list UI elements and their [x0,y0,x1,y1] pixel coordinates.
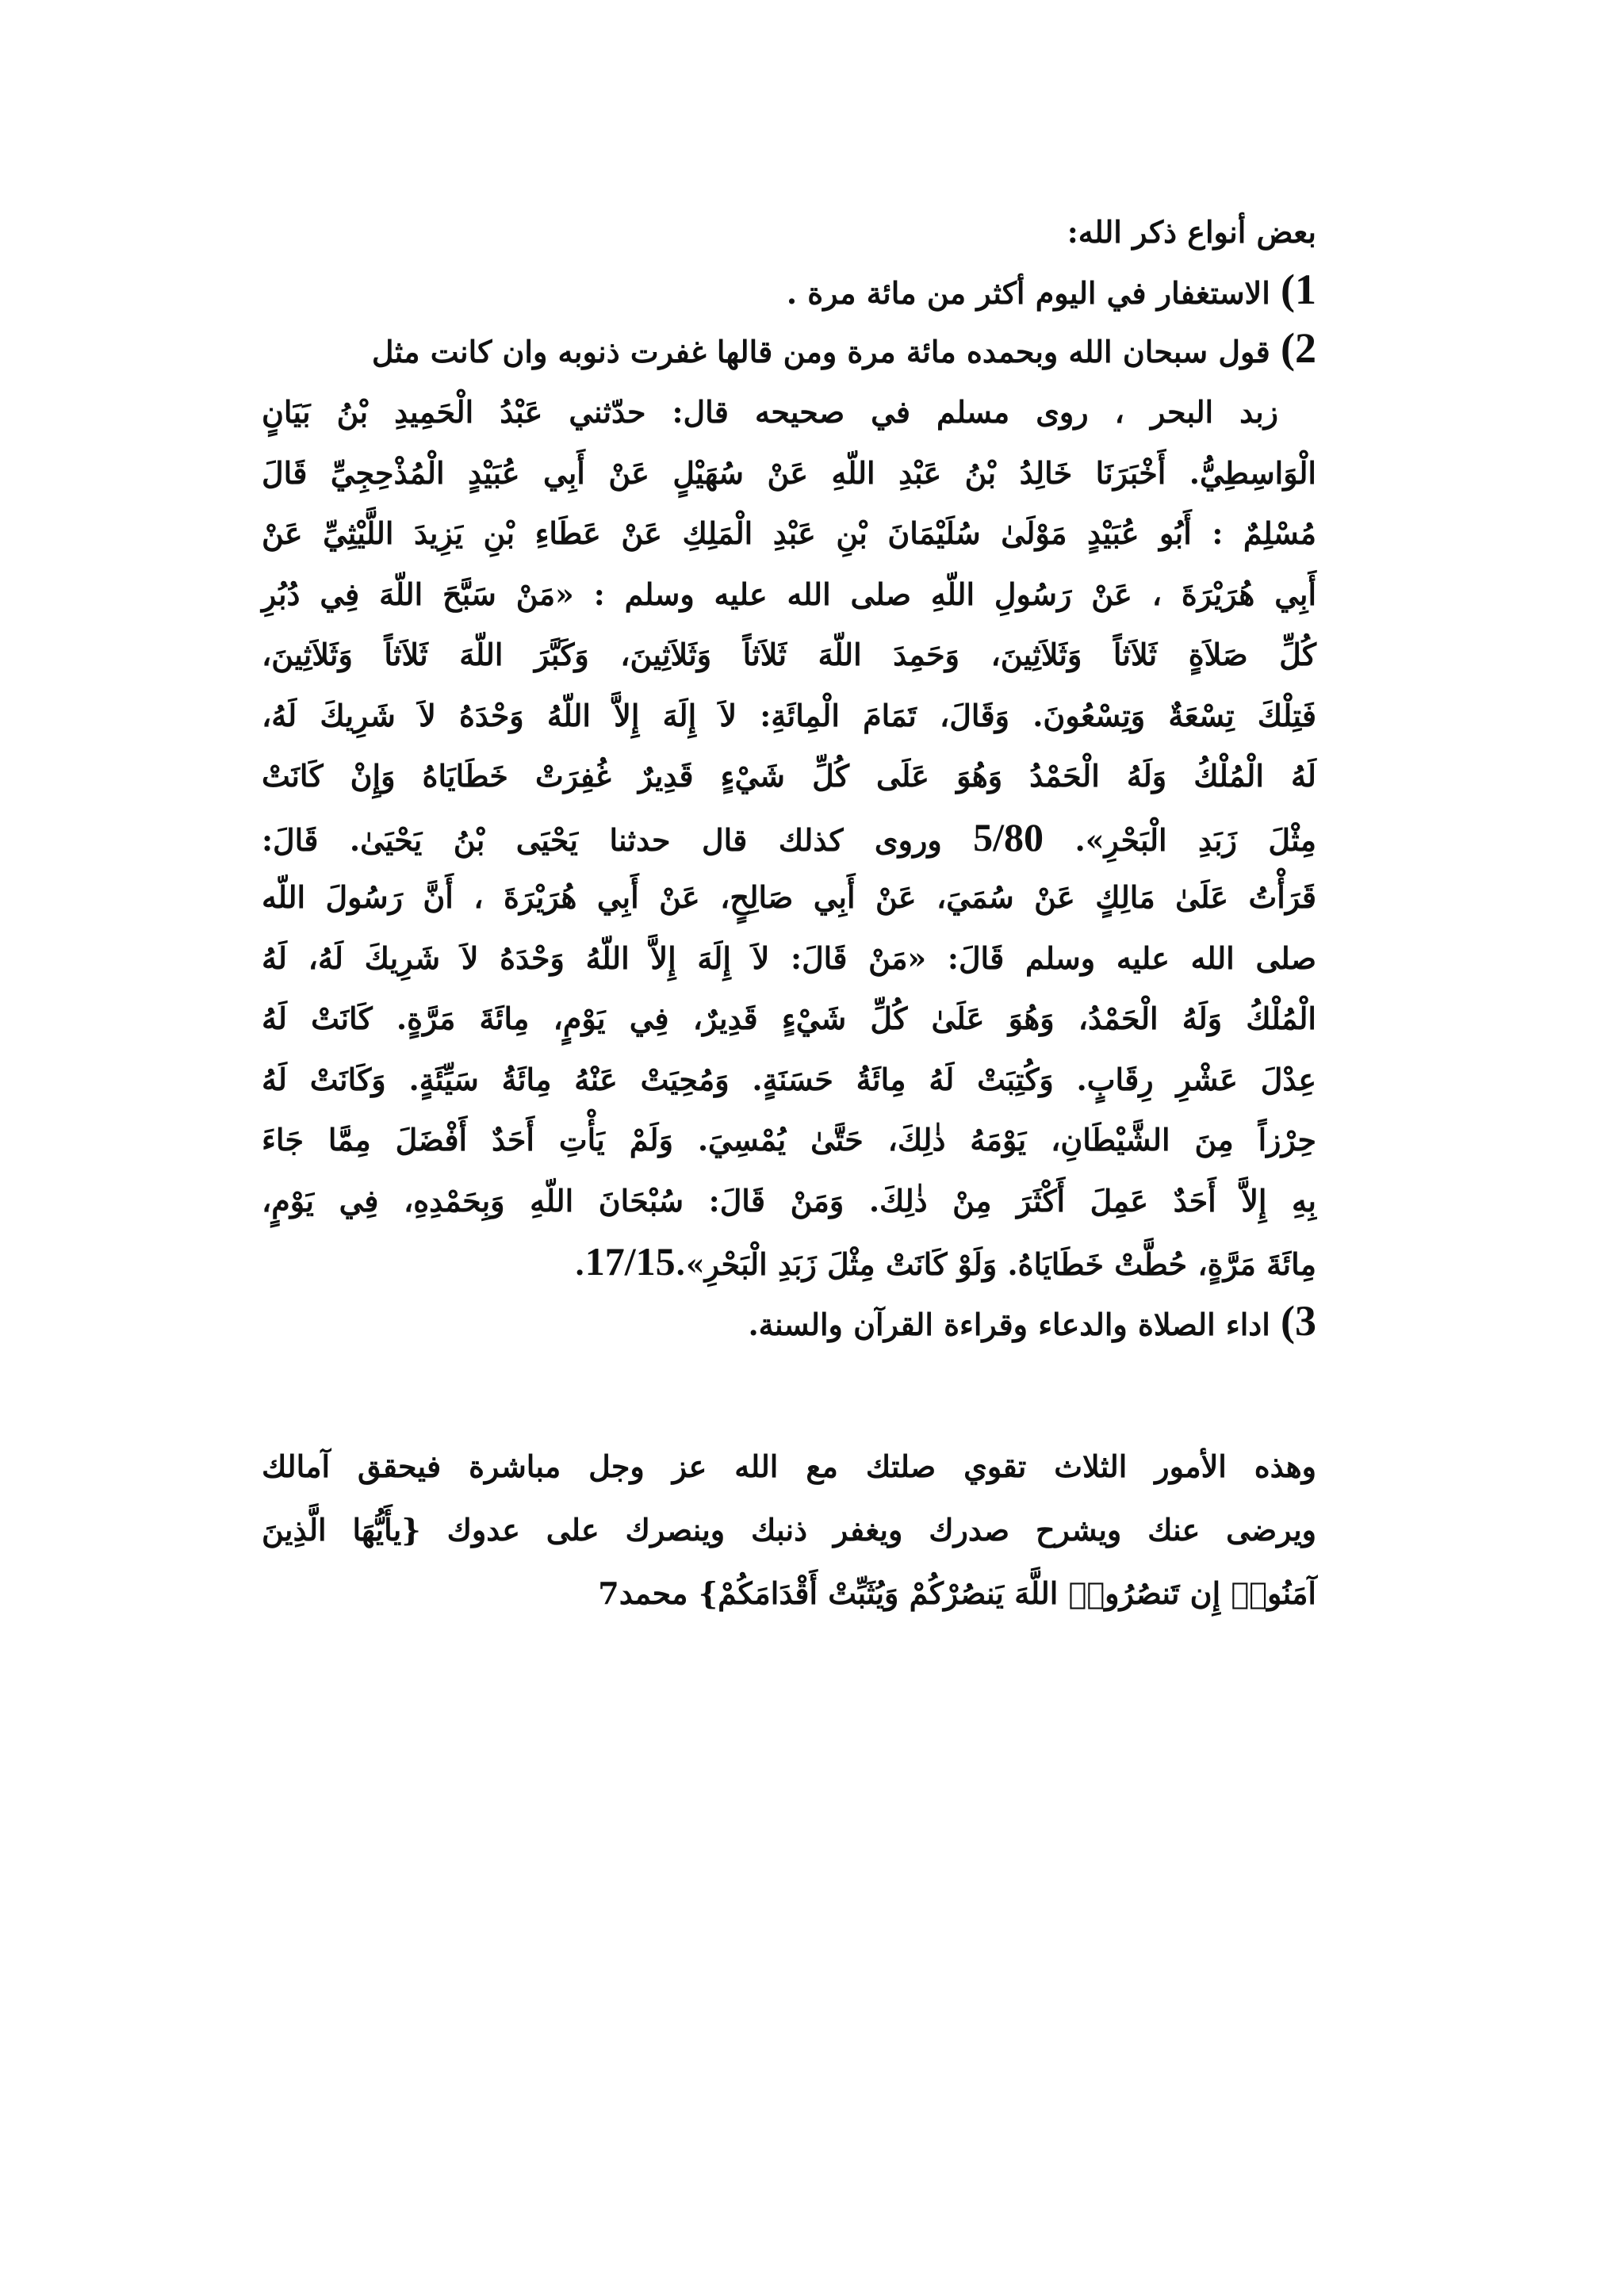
item-text: قول سبحان الله وبحمده مائة مرة ومن قالها غفرت ذنوبه وان كانت مثل [371,334,1281,369]
hadith-reference-number: 17/15 [584,1239,676,1284]
hadith-line: الْوَاسِطِيُّ. أَخْبَرَنَا خَالِدُ بْنُ عَبْدِ اللّهِ عَنْ سُهَيْلٍ عَنْ أَبِي عُبَيْدٍ الْمُذْحِجِيِّ قَالَ [262,454,1316,491]
hadith-line: بِهِ إِلاَّ أَحَدٌ عَمِلَ أَكْثَرَ مِنْ ذٰلِكَ. وَمَنْ قَالَ: سُبْحَانَ اللّهِ وَبِحَمْدِهِ، فِي يَوْمٍ، [262,1182,1316,1219]
item-number: 1 [1295,266,1316,313]
hadith-text: وروى كذلك قال حدثنا يَحْيَى بْنُ يَحْيَىٰ. قَالَ: [262,821,974,858]
hadith-text: مِائَةَ مَرَّةٍ، حُطَّتْ خَطَايَاهُ. وَلَوْ كَانَتْ مِثْلَ زَبَدِ الْبَحْرِ». [675,1246,1316,1282]
closing-line: آمَنُوا۟ إِن تَنصُرُوا۟ اللَّهَ يَنصُرْكُمْ وَيُثَبِّتْ أَقْدَامَكُمْ} محمد7 [598,1575,1316,1611]
hadith-text: . [574,1246,585,1282]
hadith-line: كُلِّ صَلاَةٍ ثَلاَثاً وَثَلاَثِينَ، وَحَمِدَ اللّهَ ثَلاَثاً وَثَلاَثِينَ، وَكَبَّرَ اللّهَ ثَلاَثاً وَثَلاَثِينَ، [262,637,1316,672]
hadith-block [262,382,1316,1292]
item-text: الاستغفار في اليوم أكثر من مائة مرة . [786,275,1281,311]
hadith-line: مُسْلِمٌ : أَبُو عُبَيْدٍ مَوْلَىٰ سُلَيْمَانَ بْنِ عَبْدِ الْمَلِكِ عَنْ عَطَاءِ بْنِ يَزِيدَ اللَّيْثِيِّ عَنْ [262,515,1316,551]
hadith-line: حِرْزاً مِنَ الشَّيْطَانِ، يَوْمَهُ ذٰلِكَ، حَتَّىٰ يُمْسِيَ. وَلَمْ يَأْتِ أَحَدٌ أَفْضَلَ مِمَّا جَاءَ [262,1122,1316,1158]
item-number: 3 [1295,1296,1316,1345]
hadith-line: قَرَأْتُ عَلَىٰ مَالِكٍ عَنْ سُمَيَ، عَنْ أَبِي صَالِحٍ، عَنْ أَبِي هُرَيْرَةَ ، أَنَّ رَسُولَ اللّه [262,879,1316,915]
hadith-line: الْمُلْكُ وَلَهُ الْحَمْدُ، وَهُوَ عَلَىٰ كُلِّ شَيْءٍ قَدِيرٌ، فِي يَوْمٍ، مِائَةَ مَرَّةٍ. كَانَتْ لَهُ [262,1001,1316,1036]
item-number: 2 [1295,324,1316,372]
closing-line: وهذه الأمور الثلاث تقوي صلتك مع الله عز وجل مباشرة فيحقق آمالك [262,1448,1316,1484]
hadith-line-with-reference [262,1231,1316,1292]
hadith-line: صلى الله عليه وسلم قَالَ: «مَنْ قَالَ: لاَ إِلَهَ إِلاَّ اللّهُ وَحْدَهُ لاَ شَرِيكَ لَهُ، لَهُ [262,939,1316,976]
item-paren: ) [1281,266,1295,313]
item-text: اداء الصلاة والدعاء وقراءة القرآن والسنة. [748,1306,1281,1342]
hadith-line: فَتِلْكَ تِسْعَةٌ وَتِسْعُونَ. وَقَالَ، تَمَامَ الْمِائَةِ: لاَ إِلَهَ إِلاَّ اللّهُ وَحْدَهُ لاَ شَرِيكَ لَهُ، [262,697,1316,733]
list-item-2 [262,319,1316,377]
closing-paragraph [262,1435,1316,1625]
hadith-line: عِدْلَ عَشْرِ رِقَابٍ. وَكُتِبَتْ لَهُ مِائَةُ حَسَنَةٍ. وَمُحِيَتْ عَنْهُ مِائَةُ سَيِّئَةٍ. وَكَانَتْ لَهُ [262,1061,1316,1097]
document-body [262,205,1316,1625]
list-item-3 [262,1292,1316,1349]
hadith-line-with-reference [262,807,1316,868]
hadith-reference-number: 5/80 [973,814,1044,859]
closing-line: ويرضى عنك ويشرح صدرك ويغفر ذنبك وينصرك على عدوك {يأَيُّهَا الَّذِينَ [262,1511,1316,1548]
hadith-line: أَبِي هُرَيْرَةَ ، عَنْ رَسُولِ اللّهِ صلى الله عليه وسلم : «مَنْ سَبَّحَ اللّهَ فِي دُبُرِ [262,576,1316,612]
hadith-line: لَهُ الْمُلْكُ وَلَهُ الْحَمْدُ وَهُوَ عَلَى كُلِّ شَيْءٍ قَدِيرٌ غُفِرَتْ خَطَايَاهُ وَإِنْ كَانَتْ [262,758,1316,794]
list-item-1 [262,260,1316,319]
hadith-line: زبد البحر ، روى مسلم في صحيحه قال: حدّثني عَبْدُ الْحَمِيدِ بْنُ بَيَانٍ [262,394,1278,430]
hadith-text: مِثْلَ زَبَدِ الْبَحْرِ». [1044,821,1316,858]
item-paren: ) [1281,324,1295,372]
section-heading: بعض أنواع ذكر الله: [1067,214,1316,250]
item-paren: ) [1281,1296,1295,1345]
